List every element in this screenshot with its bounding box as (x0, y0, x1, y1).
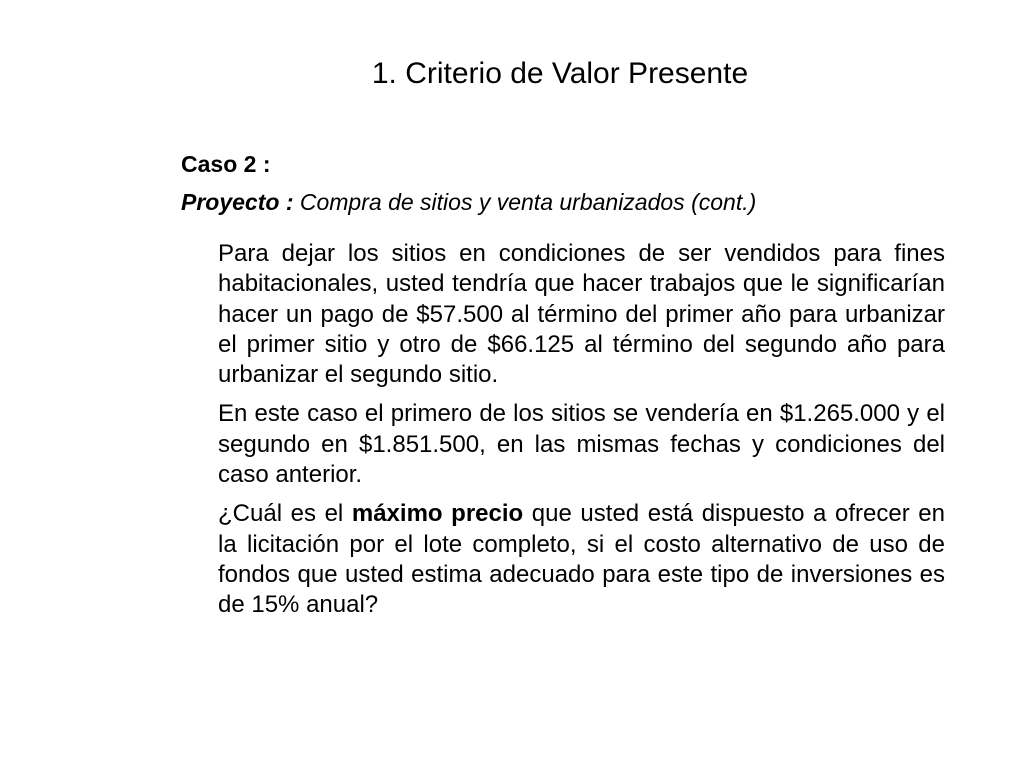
project-description: Compra de sitios y venta urbanizados (cont.) (293, 189, 757, 215)
urbanization-paragraph: Para dejar los sitios en condiciones de ser vendidos para fines habitacionales, usted tendría que hacer trabajos que le significarían hacer un pago de $57.500 al término del primer año para urbanizar el primer sitio y otro de $66.125 al término del segundo año para urbanizar el segundo sitio. (218, 240, 945, 389)
body-text (218, 239, 945, 621)
slide-title: 1. Criterio de Valor Presente (371, 57, 749, 90)
question-paragraph (218, 499, 945, 620)
question-text-after: que usted está dispuesto a ofrecer en la licitación por el lote completo, si el costo alternativo de uso de fondos que usted estima adecuado para este tipo de inversiones es de 15% anual? (218, 500, 945, 619)
project-label: Proyecto : (181, 189, 294, 215)
question-text-before: ¿Cuál es el (218, 500, 352, 528)
question-emphasis: máximo precio (351, 500, 524, 528)
sale-prices-paragraph: En este caso el primero de los sitios se vendería en $1.265.000 y el segundo en $1.851.500, en las mismas fechas y condiciones del caso anterior. (218, 400, 945, 489)
case-heading: Caso 2 : (181, 151, 271, 177)
project-line (181, 188, 756, 216)
